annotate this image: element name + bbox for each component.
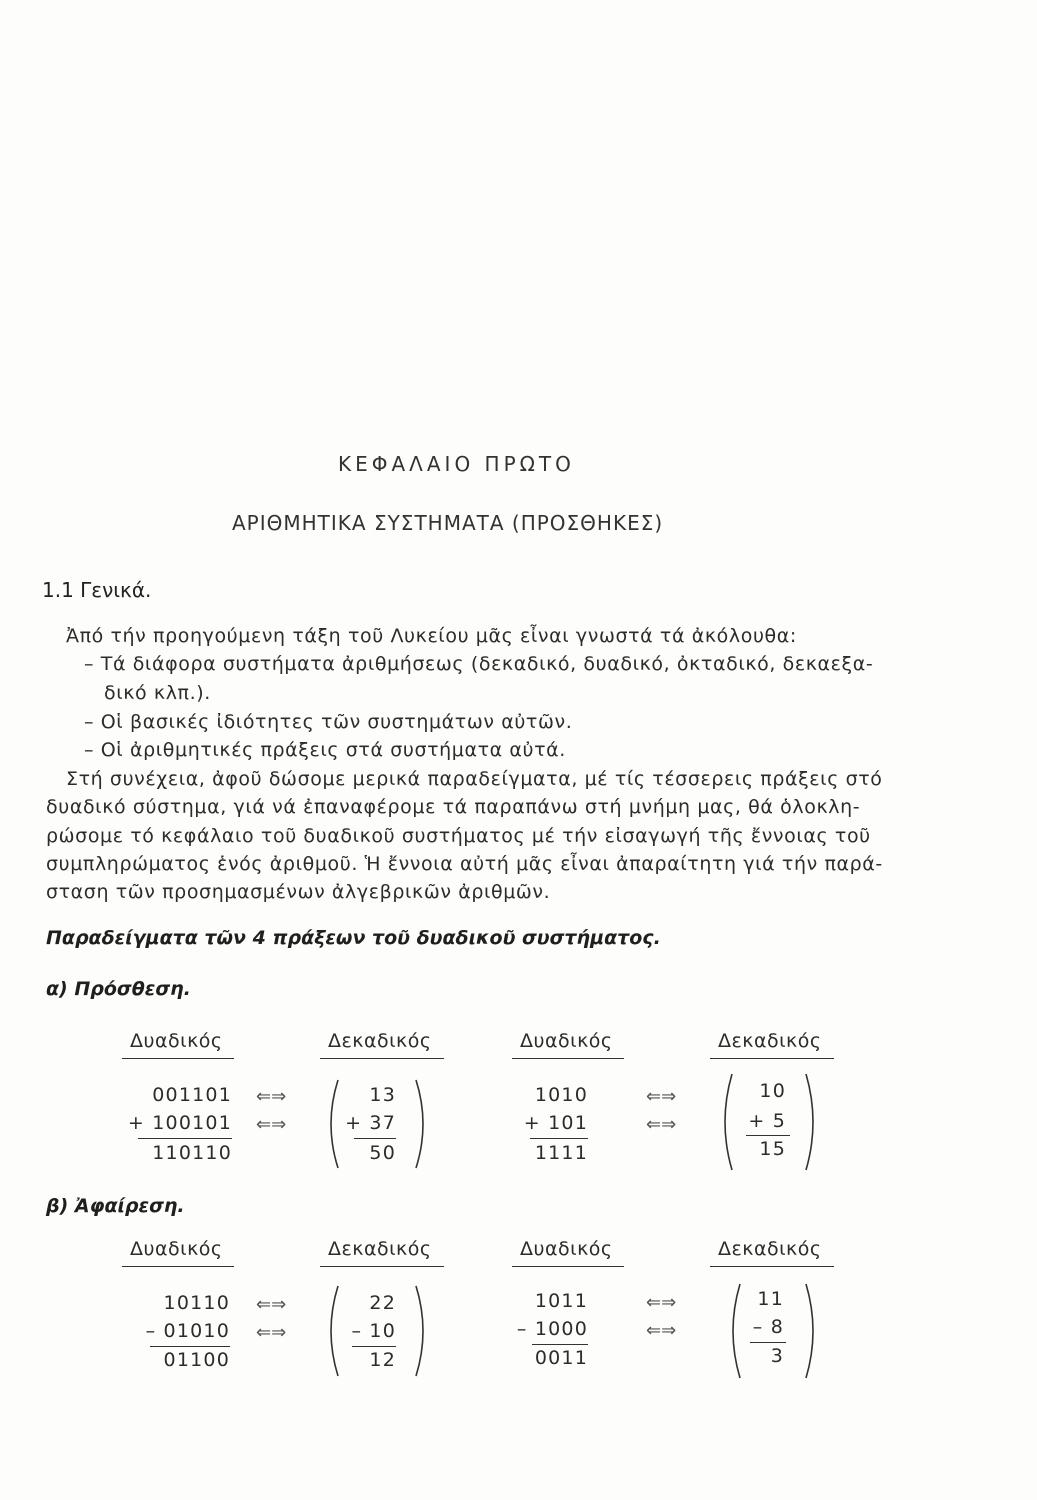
header-underline	[710, 1058, 834, 1059]
sum-rule	[530, 1138, 588, 1139]
column-header-decimal: Δεκαδικός	[718, 1238, 822, 1260]
binary-operand: 10110	[163, 1292, 230, 1314]
equivalence-arrow-icon: ⇐⇒	[256, 1294, 287, 1315]
sum-rule	[354, 1138, 396, 1139]
binary-result: 01100	[163, 1349, 230, 1371]
column-header-binary: Δυαδικός	[520, 1238, 613, 1260]
difference-rule	[750, 1342, 786, 1343]
decimal-result: 3	[770, 1345, 784, 1367]
equivalence-arrow-icon: ⇐⇒	[646, 1320, 677, 1341]
binary-operand: + 101	[523, 1112, 588, 1134]
header-underline	[320, 1058, 444, 1059]
decimal-operand: 13	[369, 1084, 396, 1106]
binary-operand: + 100101	[127, 1112, 232, 1134]
body-line: ρώσομε τό κεφάλαιο τοῦ δυαδικοῦ συστήματος μέ τήν εἰσαγωγή τῆς ἔννοιας τοῦ	[46, 825, 871, 847]
binary-result: 1111	[534, 1142, 588, 1164]
intro-line: – Οἱ βασικές ἰδιότητες τῶν συστημάτων αὐτῶν.	[84, 711, 573, 733]
sum-rule	[138, 1138, 232, 1139]
body-line: δυαδικό σύστημα, γιά νά ἐπαναφέρομε τά παραπάνω στή μνήμη μας, θά ὁλοκλη-	[46, 796, 861, 818]
column-header-binary: Δυαδικός	[130, 1030, 223, 1052]
decimal-operand: 10	[759, 1080, 786, 1102]
header-underline	[710, 1266, 834, 1267]
body-line: συμπληρώματος ἑνός ἀριθμοῦ. Ἡ ἔννοια αὐτή μᾶς εἶναι ἀπαραίτητη γιά τήν παρά-	[46, 853, 883, 875]
decimal-operand: – 10	[351, 1320, 396, 1342]
intro-line: δικό κλπ.).	[104, 682, 211, 704]
difference-rule	[150, 1346, 230, 1347]
right-parenthesis-icon	[804, 1072, 822, 1172]
equivalence-arrow-icon: ⇐⇒	[256, 1322, 287, 1343]
body-line: Στή συνέχεια, ἀφοῦ δώσομε μερικά παραδείγματα, μέ τίς τέσσερεις πράξεις στό	[66, 768, 883, 790]
intro-line: – Τά διάφορα συστήματα ἀριθμήσεως (δεκαδικό, δυαδικό, ὀκταδικό, δεκαεξα-	[84, 653, 874, 675]
column-header-binary: Δυαδικός	[130, 1238, 223, 1260]
decimal-result: 12	[369, 1349, 396, 1371]
decimal-result: 50	[369, 1142, 396, 1164]
chapter-title: ΑΡΙΘΜΗΤΙΚΑ ΣΥΣΤΗΜΑΤΑ (ΠΡΟΣΘΗΚΕΣ)	[232, 511, 664, 535]
intro-line: Ἀπό τήν προηγούμενη τάξη τοῦ Λυκείου μᾶς εἶναι γνωστά τά ἀκόλουθα:	[66, 625, 797, 647]
equivalence-arrow-icon: ⇐⇒	[256, 1086, 287, 1107]
column-header-decimal: Δεκαδικός	[718, 1030, 822, 1052]
binary-result: 0011	[534, 1347, 588, 1369]
decimal-operand: 11	[757, 1288, 784, 1310]
binary-result: 110110	[152, 1142, 232, 1164]
binary-operand: 1011	[534, 1290, 588, 1312]
binary-operand: 1010	[534, 1084, 588, 1106]
equivalence-arrow-icon: ⇐⇒	[646, 1292, 677, 1313]
difference-rule	[352, 1346, 396, 1347]
decimal-operand: + 5	[748, 1110, 786, 1132]
column-header-decimal: Δεκαδικός	[328, 1030, 432, 1052]
binary-operand: 001101	[152, 1084, 232, 1106]
decimal-operand: – 8	[752, 1316, 784, 1338]
body-line: σταση τῶν προσημασμένων ἀλγεβρικῶν ἀριθμῶν.	[46, 881, 551, 903]
addition-label: α) Πρόσθεση.	[46, 978, 191, 1000]
sum-rule	[746, 1135, 790, 1136]
section-title: 1.1 Γενικά.	[42, 578, 152, 602]
right-parenthesis-icon	[414, 1078, 432, 1170]
binary-operand: – 1000	[516, 1318, 588, 1340]
header-underline	[320, 1266, 444, 1267]
decimal-operand: + 37	[345, 1112, 396, 1134]
binary-operand: – 01010	[145, 1320, 230, 1342]
header-underline	[122, 1058, 234, 1059]
subtraction-label: β) Ἀφαίρεση.	[46, 1195, 185, 1217]
decimal-result: 15	[759, 1138, 786, 1160]
equivalence-arrow-icon: ⇐⇒	[256, 1114, 287, 1135]
difference-rule	[532, 1344, 588, 1345]
examples-heading: Παραδείγματα τῶν 4 πράξεων τοῦ δυαδικοῦ συστήματος.	[46, 927, 661, 949]
right-parenthesis-icon	[414, 1284, 432, 1378]
header-underline	[122, 1266, 234, 1267]
intro-line: – Οἱ ἀριθμητικές πράξεις στά συστήματα αὐτά.	[84, 739, 566, 761]
header-underline	[512, 1058, 624, 1059]
header-underline	[512, 1266, 624, 1267]
equivalence-arrow-icon: ⇐⇒	[646, 1086, 677, 1107]
decimal-operand: 22	[369, 1292, 396, 1314]
right-parenthesis-icon	[804, 1282, 822, 1380]
chapter-heading: ΚΕΦΑΛΑΙΟ ΠΡΩΤΟ	[338, 452, 575, 476]
column-header-binary: Δυαδικός	[520, 1030, 613, 1052]
equivalence-arrow-icon: ⇐⇒	[646, 1114, 677, 1135]
column-header-decimal: Δεκαδικός	[328, 1238, 432, 1260]
